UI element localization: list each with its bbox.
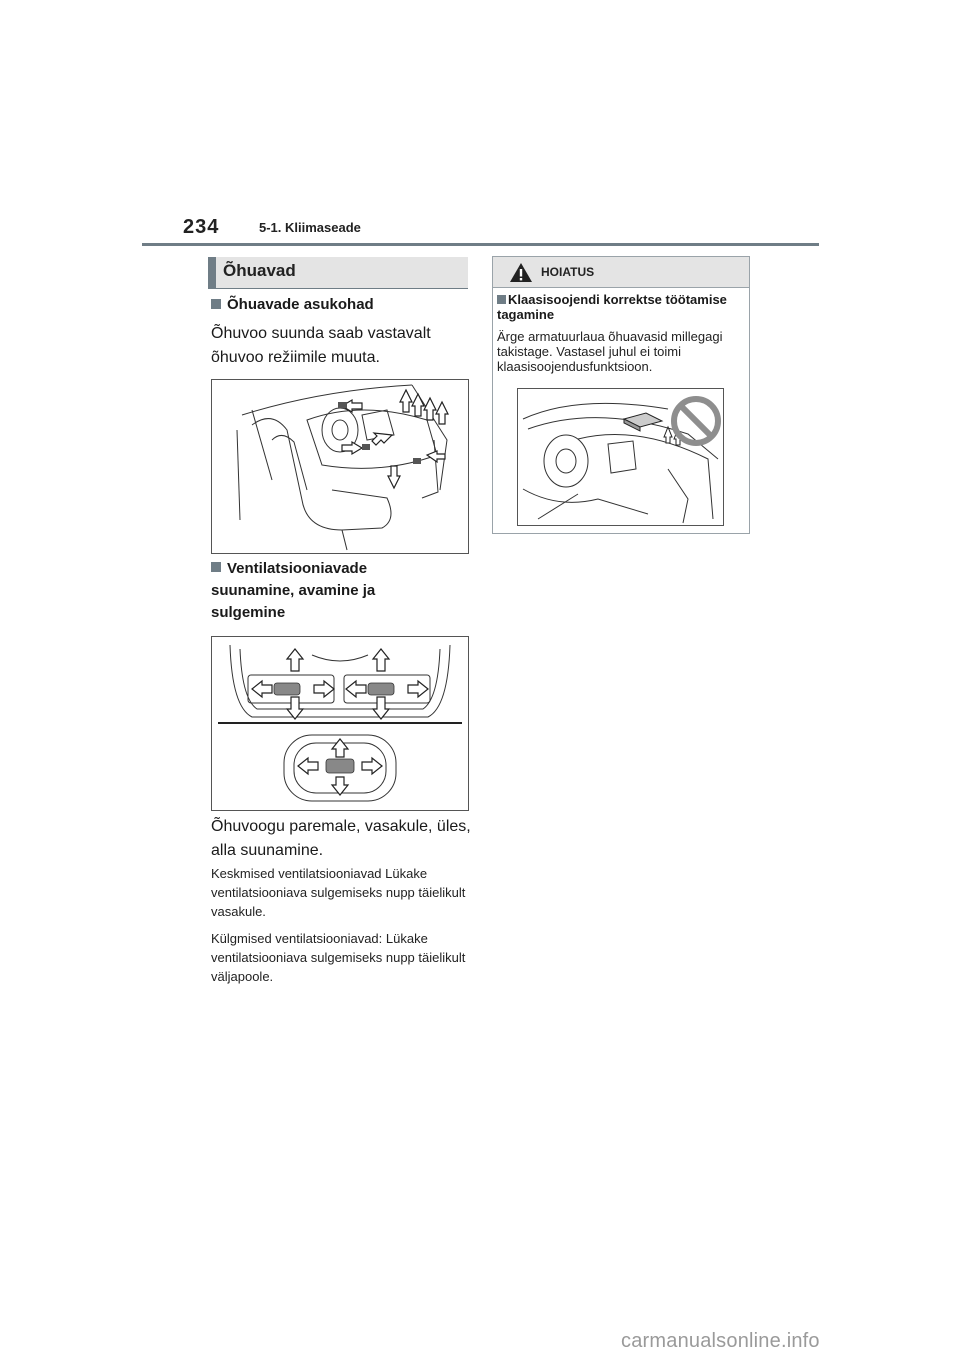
subheading-vent-direction: Ventilatsiooniavade suunamine, avamine ja sulgemine: [211, 560, 376, 621]
figure-vent-directions: [211, 636, 469, 811]
figure-vent-locations: [211, 379, 469, 554]
blocked-vent-illustration: [518, 389, 723, 525]
warning-subheading: Klaasisoojendi korrektse töötamise tagamine: [497, 292, 727, 322]
vent-direction-illustration: [212, 637, 468, 810]
warning-header: [493, 257, 749, 288]
center-vent-note: Keskmised ventilatsiooniavad Lükake ventilatsiooniava sulgemiseks nupp täielikult vasakule.: [211, 866, 466, 919]
vent-direction-text: Õhuvoogu paremale, vasakule, üles, alla suunamine.: [211, 818, 471, 859]
section-accent: [208, 257, 216, 289]
watermark: carmanualsonline.info: [621, 1330, 820, 1352]
section-title: Õhuavad: [223, 261, 296, 280]
figure-blocked-vent: [517, 388, 724, 526]
vent-locations-text: Õhuvoo suunda saab vastavalt õhuvoo režiimile muuta.: [211, 325, 431, 366]
warning-text: Ärge armatuurlaua õhuavasid millegagi takistage. Vastasel juhul ei toimi klaasisoojendusfunktsioon.: [497, 329, 723, 374]
warning-triangle-icon: [509, 262, 533, 283]
header-rule: [142, 243, 819, 246]
square-bullet-icon: [497, 295, 506, 304]
section-heading: [208, 257, 468, 289]
warning-title: HOIATUS: [541, 265, 595, 279]
square-bullet-icon: [211, 562, 221, 572]
prohibited-icon: [674, 399, 718, 443]
chapter-title: 5-1. Kliimaseade: [259, 220, 361, 235]
side-vent-note: Külgmised ventilatsiooniavad: Lükake ventilatsiooniava sulgemiseks nupp täielikult väljapoole.: [211, 931, 466, 984]
subheading-vent-locations: Õhuavade asukohad: [211, 296, 374, 313]
square-bullet-icon: [211, 299, 221, 309]
page-number: 234: [183, 216, 220, 238]
car-interior-illustration: [212, 380, 468, 553]
